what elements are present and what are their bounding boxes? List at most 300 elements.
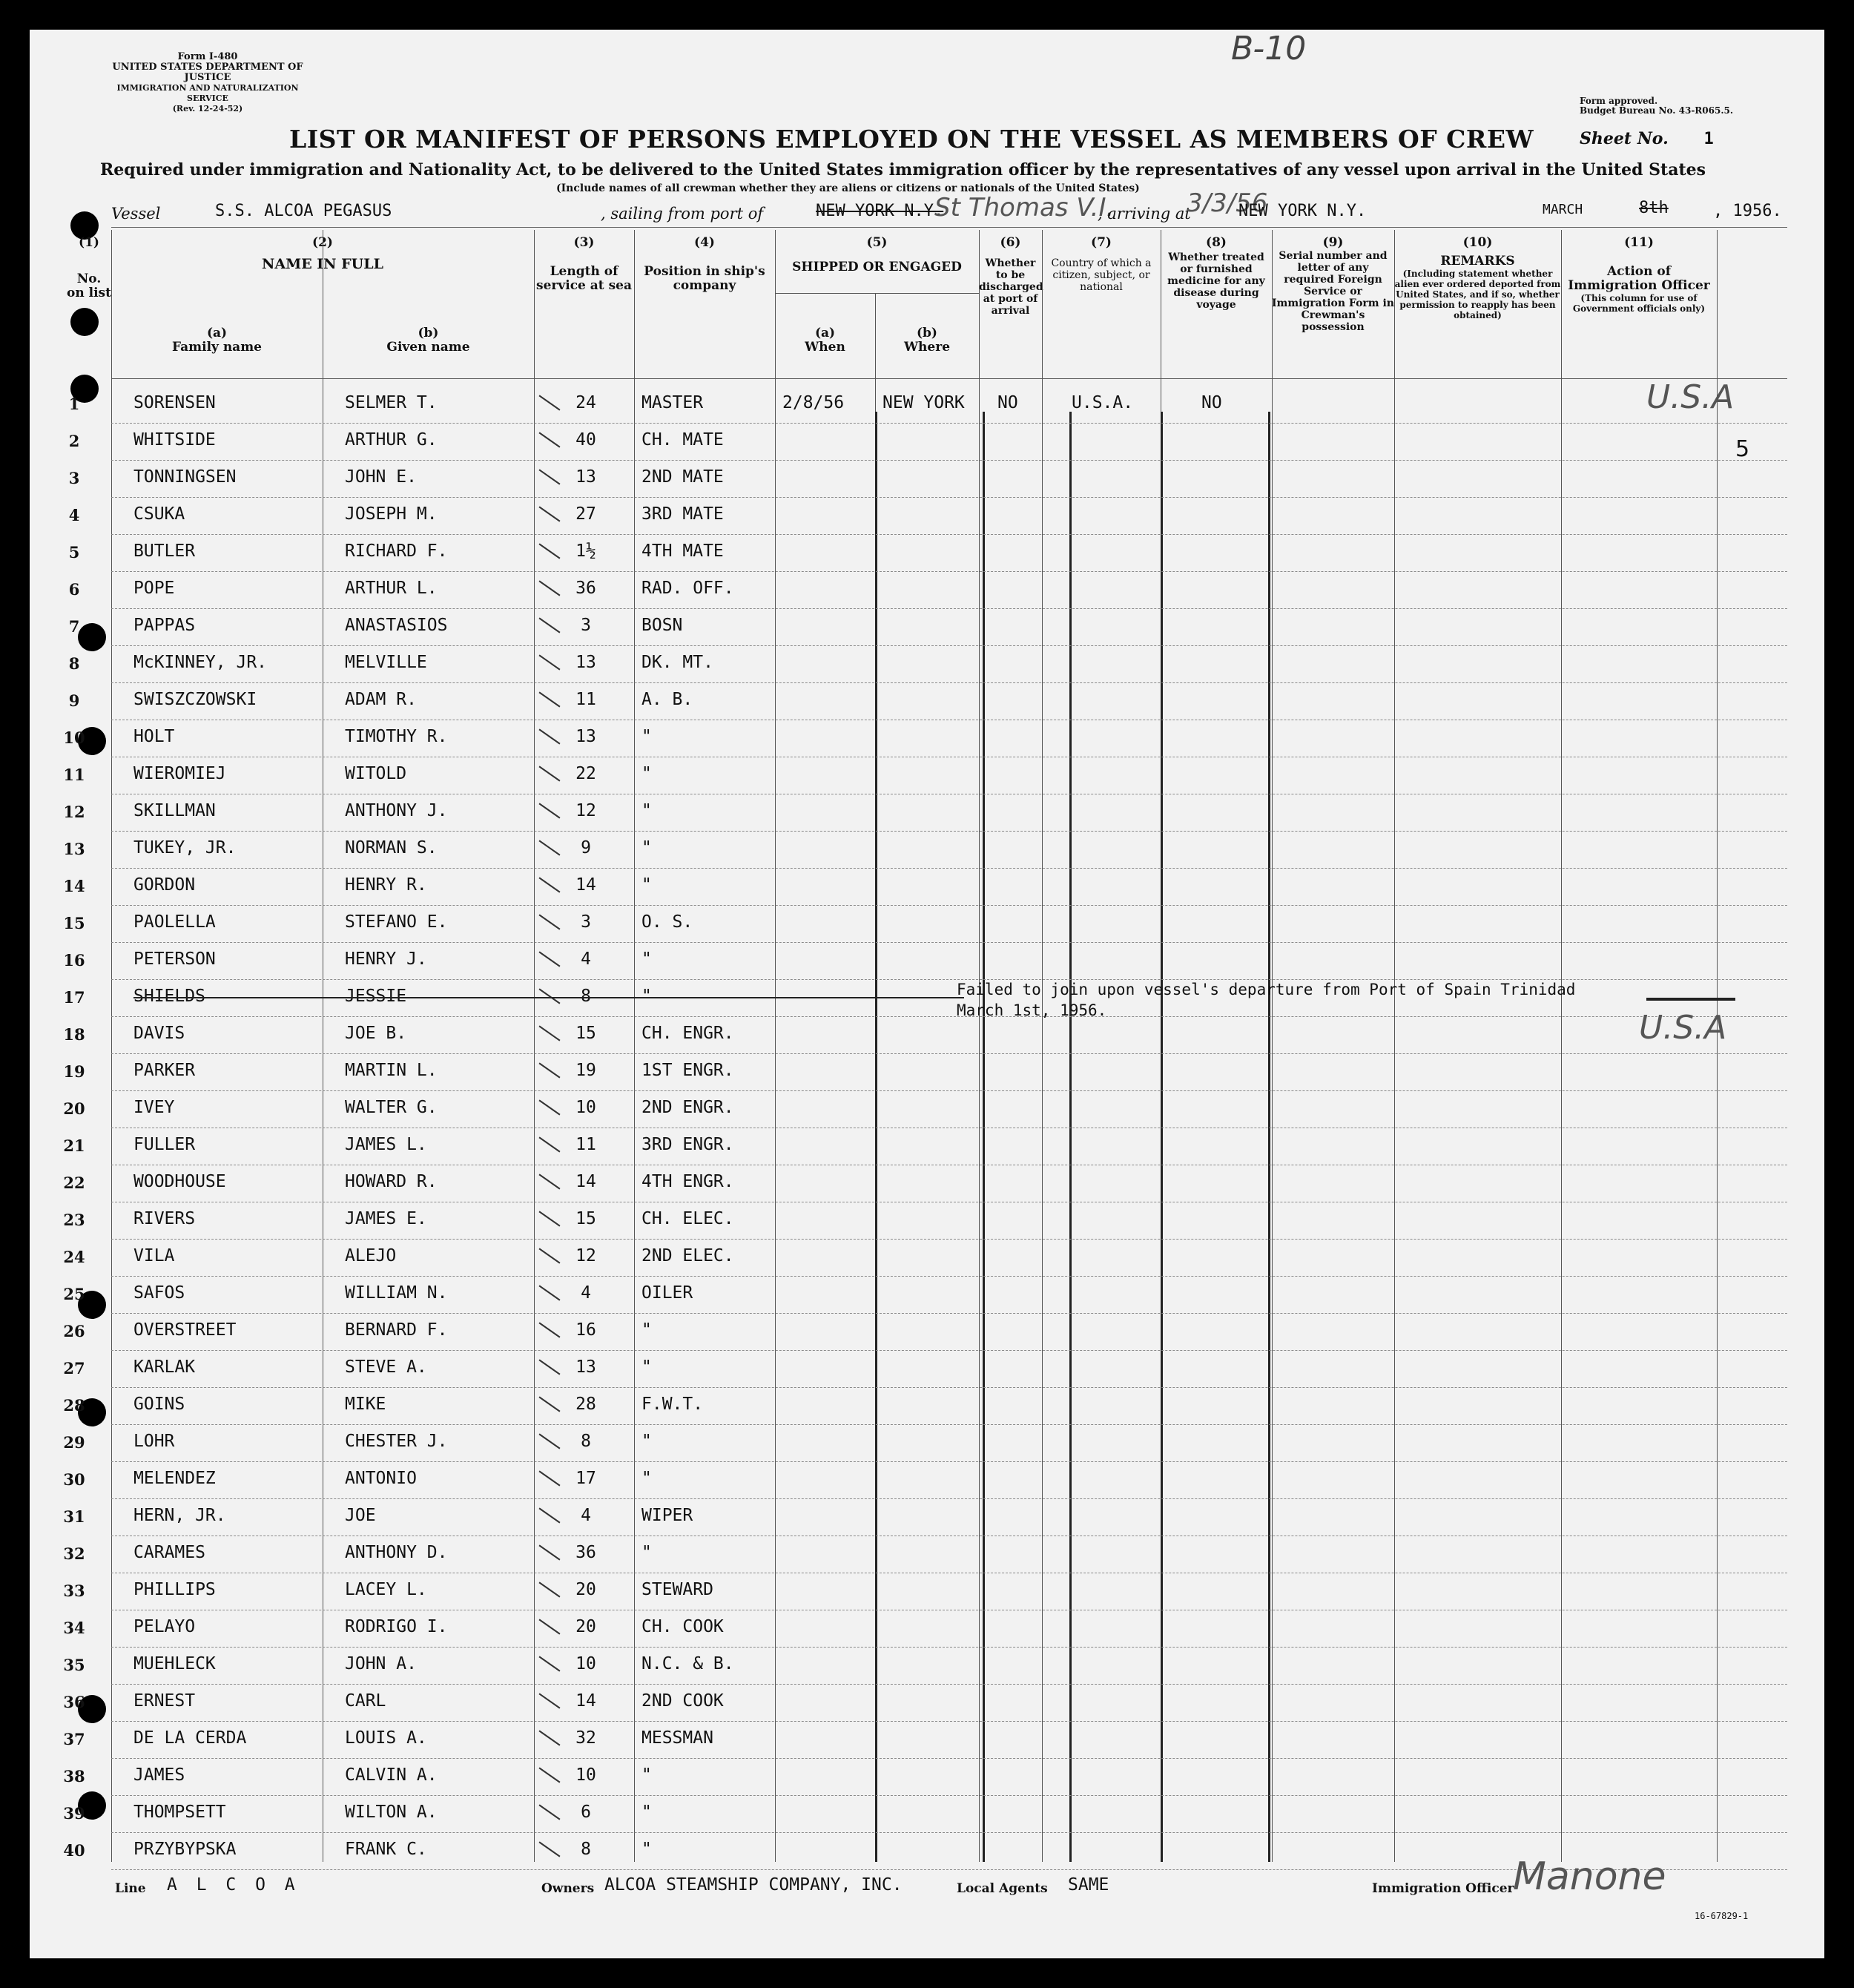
- sheet-label: Sheet No.: [1580, 129, 1669, 148]
- given-name: LOUIS A.: [345, 1728, 427, 1748]
- col7-label: Country of which a citizen, subject, or national: [1051, 257, 1152, 293]
- service-length: 15: [575, 1024, 596, 1043]
- crew-number: 21: [63, 1136, 85, 1155]
- service-length: 4: [581, 1506, 591, 1525]
- from-port: NEW YORK N.Y.: [816, 202, 944, 220]
- col7-number: (7): [1091, 235, 1112, 250]
- vessel-label: Vessel: [111, 205, 161, 223]
- position: ": [641, 1432, 652, 1451]
- family-name: LOHR: [133, 1432, 175, 1451]
- given-name: HENRY R.: [345, 875, 427, 895]
- given-name: MIKE: [345, 1395, 386, 1414]
- crew-row: [63, 1128, 1787, 1165]
- revision: (Rev. 12-24-52): [172, 104, 243, 113]
- given-name: JOHN A.: [345, 1654, 417, 1673]
- officer-mark-row18: U.S.A: [1639, 1009, 1727, 1047]
- given-name: ARTHUR L.: [345, 579, 438, 598]
- given-name: ANASTASIOS: [345, 616, 448, 635]
- arriving-label: , arriving at: [1098, 205, 1191, 223]
- row1-discharged: NO: [997, 393, 1018, 412]
- given-name: ADAM R.: [345, 690, 417, 709]
- position: 2ND MATE: [641, 467, 724, 487]
- crew-number: 19: [63, 1062, 85, 1081]
- row1-medicine: NO: [1201, 393, 1222, 412]
- family-name: PETERSON: [133, 949, 216, 969]
- crew-number: 27: [63, 1359, 85, 1378]
- position: ": [641, 1543, 652, 1562]
- position: OILER: [641, 1283, 693, 1303]
- given-name: STEFANO E.: [345, 912, 448, 932]
- service-length: 13: [575, 653, 596, 672]
- given-name: WALTER G.: [345, 1098, 438, 1117]
- col3-label: Length of service at sea: [536, 264, 632, 293]
- crew-number: 10: [63, 728, 85, 747]
- strikethrough: [133, 997, 964, 998]
- crew-number: 29: [63, 1433, 85, 1452]
- family-name: MUEHLECK: [133, 1654, 216, 1673]
- col5a-letter: (a): [814, 326, 836, 340]
- crew-number: 18: [63, 1025, 85, 1044]
- given-name: BERNARD F.: [345, 1320, 448, 1340]
- service-length: 10: [575, 1654, 596, 1673]
- family-name: DAVIS: [133, 1024, 185, 1043]
- crew-row: [63, 1461, 1787, 1498]
- sailing-label: , sailing from port of: [601, 205, 764, 223]
- family-name: BUTLER: [133, 542, 196, 561]
- col4-number: (4): [694, 235, 715, 250]
- officer-strike-row17: [1646, 998, 1735, 1001]
- top-stamp: B-10: [1231, 30, 1307, 68]
- family-name: JAMES: [133, 1765, 185, 1785]
- service-length: 24: [575, 393, 596, 412]
- crew-row: [63, 794, 1787, 831]
- position: ": [641, 875, 652, 895]
- crew-row: [68, 460, 1787, 497]
- family-name: HOLT: [133, 727, 175, 746]
- family-name: MELENDEZ: [133, 1469, 216, 1488]
- col11-note: (This column for use of Government officials only): [1572, 293, 1706, 314]
- crew-row: [68, 682, 1787, 720]
- crew-number: 17: [63, 988, 85, 1007]
- family-name: PRZYBYPSKA: [133, 1840, 237, 1859]
- approved-text: Form approved.: [1580, 96, 1658, 106]
- service-length: 16: [575, 1320, 596, 1340]
- service-length: 22: [575, 764, 596, 783]
- position: ": [641, 949, 652, 969]
- col9-label: Serial number and letter of any required Foreign Service or Immigration Form in Crewman's possession: [1272, 250, 1394, 333]
- position: F.W.T.: [641, 1395, 704, 1414]
- col10-note: (Including statement whether alien ever ordered deported from United States, and if so, whether permission to reapply has been obtained): [1394, 269, 1561, 320]
- crew-number: 9: [68, 691, 80, 710]
- given-name: FRANK C.: [345, 1840, 427, 1859]
- given-name: TIMOTHY R.: [345, 727, 448, 746]
- col5-number: (5): [866, 235, 888, 250]
- given-name: LACEY L.: [345, 1580, 427, 1599]
- position: O. S.: [641, 912, 693, 932]
- officer-mark-row1: U.S.A: [1646, 378, 1735, 416]
- position: MASTER: [641, 393, 704, 412]
- crew-number: 4: [68, 506, 80, 524]
- crew-row: [68, 423, 1787, 460]
- family-name: ERNEST: [133, 1691, 196, 1711]
- crew-number: 39: [63, 1804, 85, 1823]
- family-name: OVERSTREET: [133, 1320, 237, 1340]
- service-length: 17: [575, 1469, 596, 1488]
- line-value: A L C O A: [167, 1875, 300, 1895]
- col2b-label: Given name: [386, 340, 470, 355]
- col8-number: (8): [1206, 235, 1227, 250]
- owners-label: Owners: [541, 1881, 595, 1896]
- service-length: 8: [581, 1840, 591, 1859]
- position: 3RD MATE: [641, 504, 724, 524]
- given-name: ANTONIO: [345, 1469, 417, 1488]
- page-title: LIST OR MANIFEST OF PERSONS EMPLOYED ON THE VESSEL AS MEMBERS OF CREW: [289, 125, 1534, 154]
- family-name: CARAMES: [133, 1543, 205, 1562]
- family-name: KARLAK: [133, 1357, 196, 1377]
- given-name: HOWARD R.: [345, 1172, 438, 1191]
- arrival-month: MARCH: [1543, 202, 1583, 217]
- given-name: JESSIE: [345, 987, 407, 1006]
- col5b-label: Where: [903, 340, 951, 355]
- crew-number: 34: [63, 1619, 85, 1637]
- given-name: NORMAN S.: [345, 838, 438, 858]
- position: 2ND COOK: [641, 1691, 724, 1711]
- given-name: JOE B.: [345, 1024, 407, 1043]
- position: MESSMAN: [641, 1728, 713, 1748]
- position: ": [641, 1320, 652, 1340]
- crew-number: 32: [63, 1544, 85, 1563]
- given-name: CARL: [345, 1691, 386, 1711]
- col4-label: Position in ship's company: [644, 264, 765, 293]
- crew-row: [63, 1387, 1787, 1424]
- given-name: ALEJO: [345, 1246, 397, 1265]
- crew-number: 6: [68, 580, 80, 599]
- crew-number: 20: [63, 1099, 85, 1118]
- arrival-year: , 1956.: [1713, 202, 1782, 220]
- family-name: PARKER: [133, 1061, 196, 1080]
- service-length: 13: [575, 1357, 596, 1377]
- owners-value: ALCOA STEAMSHIP COMPANY, INC.: [604, 1875, 903, 1895]
- crew-row: [63, 1758, 1787, 1795]
- service-length: 3: [581, 912, 591, 932]
- position: ": [641, 801, 652, 820]
- col2-label: NAME IN FULL: [262, 256, 383, 272]
- col2-number: (2): [312, 235, 333, 250]
- crew-number: 36: [63, 1693, 85, 1711]
- crew-number: 28: [63, 1396, 85, 1415]
- crew-row: [68, 534, 1787, 571]
- line-label: Line: [115, 1881, 146, 1896]
- family-name: DE LA CERDA: [133, 1728, 247, 1748]
- officer-label: Immigration Officer: [1372, 1881, 1514, 1896]
- family-name: SHIELDS: [133, 987, 205, 1006]
- department: UNITED STATES DEPARTMENT OF JUSTICE: [112, 62, 303, 83]
- position: ": [641, 1803, 652, 1822]
- position: N.C. & B.: [641, 1654, 734, 1673]
- service-length: 11: [575, 690, 596, 709]
- form-header-left: [96, 52, 319, 114]
- form-number: Form I-480: [177, 51, 238, 62]
- crew-row: [63, 942, 1787, 979]
- given-name: JAMES E.: [345, 1209, 427, 1228]
- row1-shipped-when: 2/8/56: [782, 393, 845, 412]
- position: CH. COOK: [641, 1617, 724, 1636]
- family-name: CSUKA: [133, 504, 185, 524]
- col2a-label: Family name: [171, 340, 263, 355]
- crew-row: [63, 720, 1787, 757]
- position: CH. ENGR.: [641, 1024, 734, 1043]
- service-length: 14: [575, 1691, 596, 1711]
- given-name: MARTIN L.: [345, 1061, 438, 1080]
- service-length: 32: [575, 1728, 596, 1748]
- agents-value: SAME: [1068, 1875, 1109, 1895]
- arriving-handwritten: 3/3/56: [1187, 188, 1268, 218]
- position: A. B.: [641, 690, 693, 709]
- crew-row: [68, 497, 1787, 534]
- family-name: SKILLMAN: [133, 801, 216, 820]
- crew-number: 5: [68, 543, 80, 562]
- crew-row: [63, 1573, 1787, 1610]
- position: 2ND ELEC.: [641, 1246, 734, 1265]
- row1-shipped-where: NEW YORK: [883, 393, 965, 412]
- col9-number: (9): [1322, 235, 1344, 250]
- crew-number: 26: [63, 1322, 85, 1340]
- punch-hole: [70, 308, 99, 336]
- service-length: 4: [581, 1283, 591, 1303]
- service-length: 6: [581, 1803, 591, 1822]
- crew-row: [63, 905, 1787, 942]
- crew-row: [63, 1276, 1787, 1313]
- given-name: RICHARD F.: [345, 542, 448, 561]
- col2a-letter: (a): [206, 326, 228, 340]
- col6-label: Whether to be discharged at port of arrival: [979, 257, 1043, 317]
- sheet-number: [1580, 129, 1714, 148]
- family-name: TONNINGSEN: [133, 467, 237, 487]
- vessel-name: S.S. ALCOA PEGASUS: [215, 202, 392, 220]
- service-length: 36: [575, 579, 596, 598]
- family-name: McKINNEY, JR.: [133, 653, 268, 672]
- crew-row: [63, 1795, 1787, 1832]
- crew-row: [63, 1536, 1787, 1573]
- service-length: 14: [575, 1172, 596, 1191]
- crew-row: [68, 645, 1787, 682]
- crew-number: 30: [63, 1470, 85, 1489]
- family-name: GORDON: [133, 875, 196, 895]
- sheet-value: 1: [1703, 130, 1714, 148]
- position: DK. MT.: [641, 653, 713, 672]
- crew-row: [63, 1498, 1787, 1536]
- family-name: RIVERS: [133, 1209, 196, 1228]
- service-length: 40: [575, 430, 596, 450]
- crew-row: [63, 868, 1787, 905]
- family-name: PAPPAS: [133, 616, 196, 635]
- crew-number: 11: [63, 766, 85, 784]
- crew-number: 33: [63, 1581, 85, 1600]
- service-length: 3: [581, 616, 591, 635]
- crew-number: 35: [63, 1656, 85, 1674]
- crew-number: 16: [63, 951, 85, 970]
- service-length: 8: [581, 1432, 591, 1451]
- print-number: 16-67829-1: [1695, 1911, 1749, 1921]
- crew-row: [63, 831, 1787, 868]
- crew-number: 22: [63, 1174, 85, 1192]
- family-name: WIEROMIEJ: [133, 764, 226, 783]
- family-name: PHILLIPS: [133, 1580, 216, 1599]
- crew-row: [68, 608, 1787, 645]
- family-name: FULLER: [133, 1135, 196, 1154]
- crew-row: [63, 1684, 1787, 1721]
- position: 1ST ENGR.: [641, 1061, 734, 1080]
- family-name: VILA: [133, 1246, 175, 1265]
- form-approved: [1580, 96, 1733, 116]
- col6-number: (6): [1000, 235, 1021, 250]
- col1-header: [67, 236, 111, 300]
- family-name: TUKEY, JR.: [133, 838, 237, 858]
- service-length: 10: [575, 1765, 596, 1785]
- position: ": [641, 1469, 652, 1488]
- required-statement: Required under immigration and Nationality Act, to be delivered to the United States immigration officer by the representatives of any vessel upon arrival in the United States: [100, 160, 1706, 180]
- arrival-day: 8th: [1639, 199, 1669, 217]
- given-name: WILLIAM N.: [345, 1283, 448, 1303]
- service-length: 20: [575, 1617, 596, 1636]
- from-port-handwritten: St Thomas V.I.: [934, 193, 1115, 223]
- position: ": [641, 1765, 652, 1785]
- crew-number: 31: [63, 1507, 85, 1526]
- service-length: 4: [581, 949, 591, 969]
- col5-label: SHIPPED OR ENGAGED: [792, 260, 962, 274]
- crew-number: 24: [63, 1248, 85, 1266]
- given-name: CALVIN A.: [345, 1765, 438, 1785]
- position: ": [641, 764, 652, 783]
- crew-row: [63, 1350, 1787, 1387]
- family-name: WHITSIDE: [133, 430, 216, 450]
- position: WIPER: [641, 1506, 693, 1525]
- service-length: 15: [575, 1209, 596, 1228]
- given-name: SELMER T.: [345, 393, 438, 412]
- given-name: STEVE A.: [345, 1357, 427, 1377]
- crew-row: [63, 1610, 1787, 1647]
- crew-row: [68, 571, 1787, 608]
- given-name: CHESTER J.: [345, 1432, 448, 1451]
- position: ": [641, 1357, 652, 1377]
- col2b-letter: (b): [418, 326, 439, 340]
- crew-row: [63, 1647, 1787, 1684]
- position: 4TH ENGR.: [641, 1172, 734, 1191]
- position: ": [641, 838, 652, 858]
- col1-number: (1): [79, 235, 99, 250]
- position: 2ND ENGR.: [641, 1098, 734, 1117]
- family-name: SAFOS: [133, 1283, 185, 1303]
- col1-label: No. on list: [67, 271, 111, 300]
- position: RAD. OFF.: [641, 579, 734, 598]
- col5b-letter: (b): [917, 326, 937, 340]
- crew-number: 2: [68, 432, 80, 450]
- given-name: MELVILLE: [345, 653, 427, 672]
- crew-number: 37: [63, 1730, 85, 1748]
- position: ": [641, 727, 652, 746]
- crew-row: [63, 1313, 1787, 1350]
- crew-row: [63, 1090, 1787, 1128]
- col8-label: Whether treated or furnished medicine for any disease during voyage: [1167, 251, 1265, 311]
- service-length: 20: [575, 1580, 596, 1599]
- family-name: SWISZCZOWSKI: [133, 690, 257, 709]
- crew-row: [63, 1016, 1787, 1053]
- agents-label: Local Agents: [957, 1881, 1048, 1896]
- given-name: WILTON A.: [345, 1803, 438, 1822]
- crew-row: [63, 1165, 1787, 1202]
- service-length: 19: [575, 1061, 596, 1080]
- service-length: 11: [575, 1135, 596, 1154]
- given-name: JAMES L.: [345, 1135, 427, 1154]
- col11-number: (11): [1624, 235, 1654, 250]
- service-length: 36: [575, 1543, 596, 1562]
- manifest-sheet: [30, 30, 1824, 1958]
- crew-number: 25: [63, 1285, 85, 1303]
- budget-bureau: Budget Bureau No. 43-R065.5.: [1580, 105, 1734, 116]
- position: 3RD ENGR.: [641, 1135, 734, 1154]
- crew-number: 1: [68, 395, 80, 413]
- service-length: 12: [575, 1246, 596, 1265]
- given-name: WITOLD: [345, 764, 407, 783]
- crew-row: [63, 1239, 1787, 1276]
- service-length: 9: [581, 838, 591, 858]
- service-length: 27: [575, 504, 596, 524]
- row17-remark-line1: Failed to join upon vessel's departure from Port of Spain Trinidad: [957, 981, 1576, 998]
- family-name: PAOLELLA: [133, 912, 216, 932]
- crew-row: [63, 1053, 1787, 1090]
- col10-label: REMARKS: [1440, 254, 1515, 269]
- given-name: RODRIGO I.: [345, 1617, 448, 1636]
- service-name: IMMIGRATION AND NATURALIZATION SERVICE: [116, 83, 299, 103]
- position: STEWARD: [641, 1580, 713, 1599]
- given-name: HENRY J.: [345, 949, 427, 969]
- family-name: GOINS: [133, 1395, 185, 1414]
- col5a-label: When: [805, 340, 845, 355]
- crew-number: 38: [63, 1767, 85, 1785]
- service-length: 14: [575, 875, 596, 895]
- family-name: PELAYO: [133, 1617, 196, 1636]
- service-length: 13: [575, 467, 596, 487]
- crew-number: 3: [68, 469, 80, 487]
- service-length: 10: [575, 1098, 596, 1117]
- include-note: (Include names of all crewman whether they are aliens or citizens or nationals of the United States): [556, 182, 1140, 194]
- crew-number: 12: [63, 803, 85, 821]
- subheader-rule: [775, 293, 979, 294]
- crew-number: 8: [68, 654, 80, 673]
- footer: [30, 1854, 1824, 1936]
- family-name: POPE: [133, 579, 175, 598]
- col3-number: (3): [573, 235, 595, 250]
- position: 4TH MATE: [641, 542, 724, 561]
- crew-number: 15: [63, 914, 85, 932]
- crew-row: [63, 1202, 1787, 1239]
- row17-remark-line2: March 1st, 1956.: [957, 1001, 1107, 1019]
- service-length: 8: [581, 987, 591, 1006]
- crew-number: 14: [63, 877, 85, 895]
- crew-row: [63, 757, 1787, 794]
- family-name: HERN, JR.: [133, 1506, 226, 1525]
- given-name: JOE: [345, 1506, 376, 1525]
- family-name: IVEY: [133, 1098, 175, 1117]
- given-name: JOSEPH M.: [345, 504, 438, 524]
- position: ": [641, 1840, 652, 1859]
- crew-number: 23: [63, 1211, 85, 1229]
- margin-number: 5: [1735, 436, 1750, 462]
- crew-number: 7: [68, 617, 80, 636]
- position: ": [641, 987, 652, 1006]
- service-length: 1½: [575, 542, 596, 561]
- given-name: ARTHUR G.: [345, 430, 438, 450]
